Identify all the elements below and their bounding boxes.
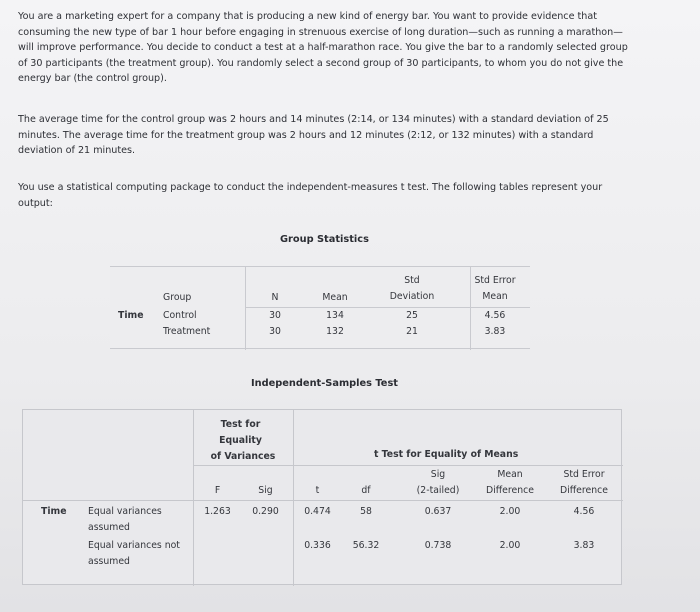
problem-paragraph-output: You use a statistical computing package to conduct the independent-measures t test. The following tables represent your output: (18, 182, 603, 209)
table-divider (293, 410, 294, 586)
table-row-unequal-variances-label2: assumed (88, 556, 130, 567)
table-row-treatment-se: 3.83 (484, 326, 506, 337)
header-std-deviation-line1: Std (404, 275, 420, 286)
levene-header-line3: of Variances (210, 451, 276, 462)
table-divider (193, 465, 623, 466)
header-sig-2tailed-line1: Sig (430, 469, 446, 480)
header-t: t (315, 485, 320, 496)
table-row-treatment-sd: 21 (406, 326, 418, 337)
group-statistics-table (110, 266, 530, 349)
row-label-time: Time (118, 310, 144, 321)
table-row-control-n: 30 (269, 310, 281, 321)
levene-header-line1: Test for (220, 419, 261, 430)
table-row-treatment-group: Treatment (163, 326, 211, 337)
header-std-error-diff-line2: Difference (560, 485, 608, 496)
header-sig: Sig (258, 485, 273, 496)
header-mean: Mean (322, 292, 348, 303)
header-sig-2tailed-line2: (2-tailed) (416, 485, 460, 496)
table-row-equal-variances-sig2: 0.637 (424, 506, 452, 517)
problem-paragraph-results: The average time for the control group was 2 hours and 14 minutes (2:14, or 134 minutes) with a standard deviation of 25 minutes. The average time for the treatment group was 2 hours and 12 minutes (2:12, or 132 minutes) with a standard deviation of 21 minutes. (18, 114, 609, 156)
table-row-control-mean: 134 (326, 310, 344, 321)
header-df: df (361, 485, 371, 496)
table-row-unequal-variances-se-diff: 3.83 (573, 540, 595, 551)
table-row-equal-variances-f: 1.263 (204, 506, 231, 517)
table-row-treatment-n: 30 (269, 326, 281, 337)
ttest-header: t Test for Equality of Means (374, 449, 519, 460)
table-row-equal-variances-df: 58 (360, 506, 372, 517)
table-row-equal-variances-t: 0.474 (304, 506, 331, 517)
table-divider (23, 500, 623, 501)
table-row-equal-variances-sig: 0.290 (252, 506, 279, 517)
header-mean-diff-line1: Mean (497, 469, 523, 480)
header-f: F (214, 485, 221, 496)
independent-samples-title: Independent-Samples Test (251, 378, 398, 389)
table-row-equal-variances-mean-diff: 2.00 (499, 506, 521, 517)
table-divider (245, 307, 530, 308)
header-group: Group (163, 292, 192, 303)
header-mean-diff-line2: Difference (486, 485, 534, 496)
table-row-equal-variances-label2: assumed (88, 522, 130, 533)
table-row-unequal-variances-t: 0.336 (304, 540, 331, 551)
header-std-deviation-line2: Deviation (389, 291, 435, 302)
row-label-time: Time (41, 506, 67, 517)
table-row-unequal-variances-sig2: 0.738 (424, 540, 452, 551)
table-row-unequal-variances-mean-diff: 2.00 (499, 540, 521, 551)
table-row-unequal-variances-label1: Equal variances not (88, 540, 180, 551)
table-divider (245, 267, 246, 350)
table-row-control-group: Control (163, 310, 197, 321)
group-statistics-title: Group Statistics (280, 234, 369, 245)
header-n: N (271, 292, 279, 303)
table-row-equal-variances-se-diff: 4.56 (573, 506, 595, 517)
header-std-error-line1: Std Error (474, 275, 516, 286)
table-row-treatment-mean: 132 (326, 326, 344, 337)
table-row-control-se: 4.56 (484, 310, 506, 321)
table-row-control-sd: 25 (406, 310, 418, 321)
table-row-equal-variances-label1: Equal variances (88, 506, 162, 517)
header-std-error-diff-line1: Std Error (563, 469, 605, 480)
independent-samples-table (22, 409, 622, 585)
table-row-unequal-variances-df: 56.32 (352, 540, 380, 551)
levene-header-line2: Equality (219, 435, 262, 446)
problem-paragraph-intro: You are a marketing expert for a company that is producing a new kind of energy bar. You want to provide evidence that consuming the new type of bar 1 hour before engaging in strenuous exercise of long duration—such as running a marathon—will improve performance. You decide to conduct a test at a half-marathon race. You give the bar to a randomly selected group of 30 participants (the treatment group). You randomly select a second group of 30 participants, to whom you do not give the energy bar (the control group). (18, 11, 628, 84)
header-std-error-line2: Mean (482, 291, 508, 302)
table-divider (193, 410, 194, 586)
